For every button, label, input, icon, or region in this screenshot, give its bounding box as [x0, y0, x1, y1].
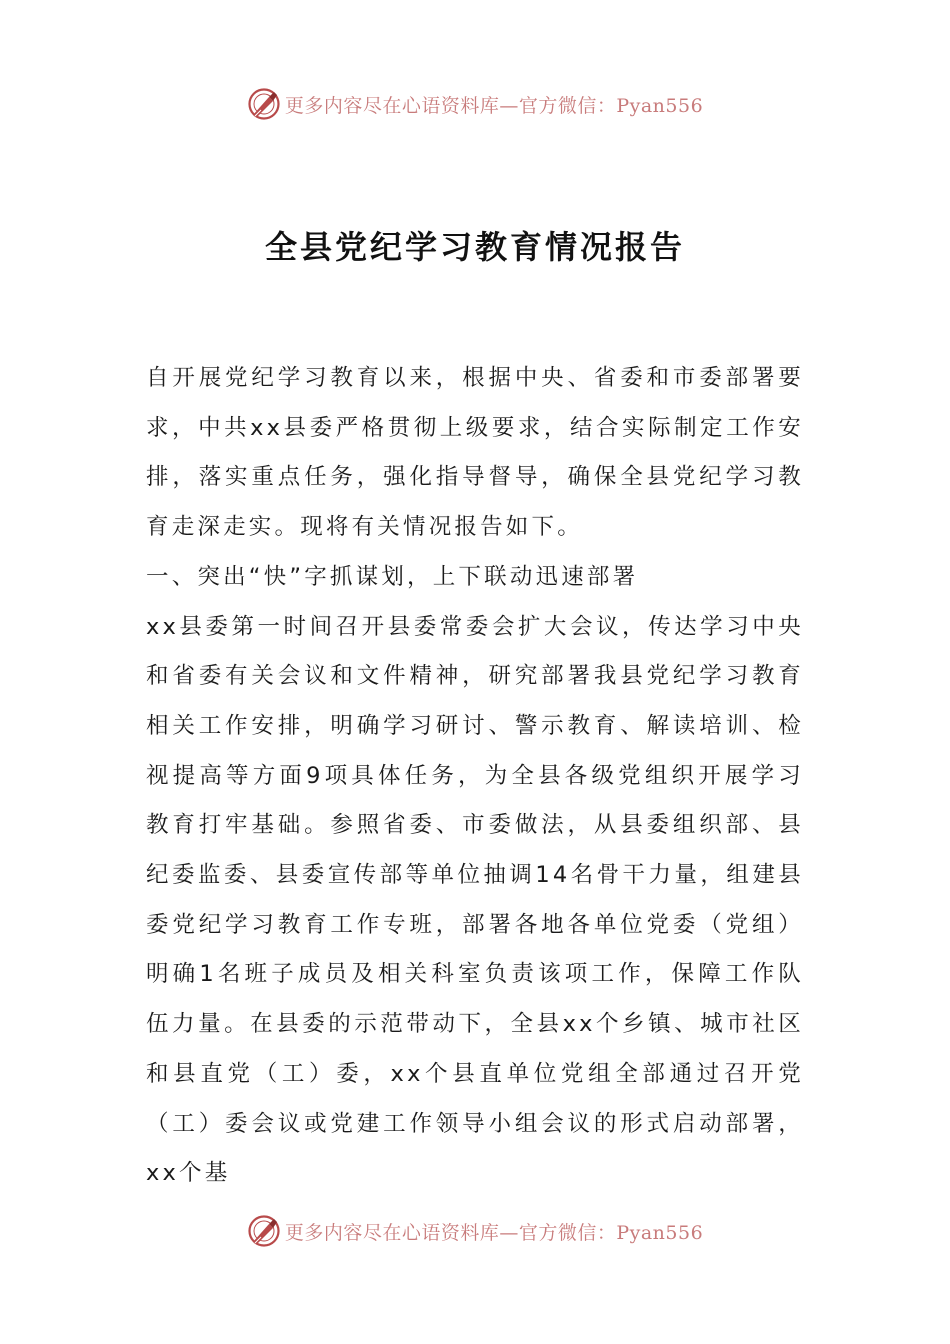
- watermark-banner-bottom: [0, 1211, 950, 1251]
- document-title: 全县党纪学习教育情况报告: [264, 228, 685, 266]
- watermark-banner-top: [0, 84, 950, 124]
- section-heading: 一、突出“快”字抓谋划，上下联动迅速部署: [146, 563, 639, 590]
- intro-paragraph: 自开展党纪学习教育以来，根据中央、省委和市委部署要求，中共xx县委严格贯彻上级要求，结合实际制定工作安排，落实重点任务，强化指导督导，确保全县党纪学习教育走深走实。现将有关情况报告如下。: [146, 365, 804, 541]
- pen-nib-logo-icon: [247, 1214, 281, 1248]
- pen-nib-logo-icon: [247, 87, 281, 121]
- document-body: [146, 354, 804, 1199]
- watermark-text: 更多内容尽在心语资料库—官方微信：Pyan556: [284, 1221, 704, 1244]
- section-paragraph: xx县委第一时间召开县委常委会扩大会议，传达学习中央和省委有关会议和文件精神，研究部署我县党纪学习教育相关工作安排，明确学习研讨、警示教育、解读培训、检视提高等方面9项具体任务，为全县各级党组织开展学习教育打牢基础。参照省委、市委做法，从县委组织部、县纪委监委、县委宣传部等单位抽调14名骨干力量，组建县委党纪学习教育工作专班，部署各地各单位党委（党组）明确1名班子成员及相关科室负责该项工作，保障工作队伍力量。在县委的示范带动下，全县xx个乡镇、城市社区和县直党（工）委，xx个县直单位党组全部通过召开党（工）委会议或党建工作领导小组会议的形式启动部署，xx个基: [146, 613, 804, 1187]
- watermark-text: 更多内容尽在心语资料库—官方微信：Pyan556: [284, 94, 704, 117]
